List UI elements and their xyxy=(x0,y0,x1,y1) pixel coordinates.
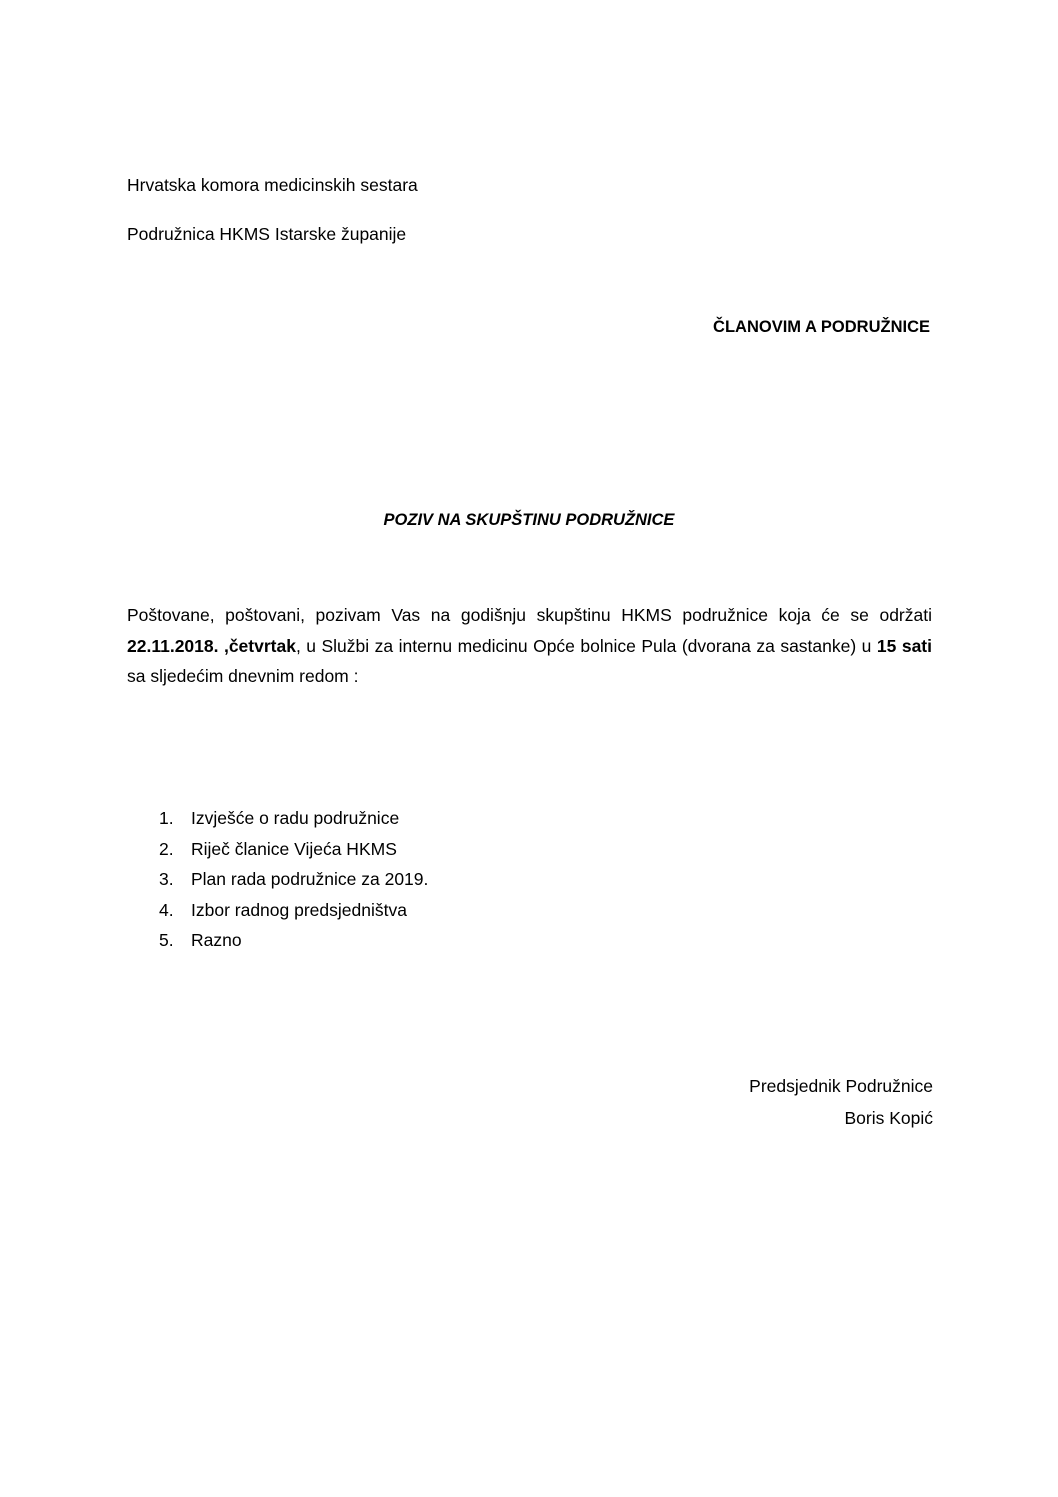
agenda-item-number: 5. xyxy=(159,930,174,950)
meeting-date: 22.11.2018. ,četvrtak xyxy=(127,635,296,656)
agenda-item xyxy=(127,864,428,895)
branch-name: Podružnica HKMS Istarske županije xyxy=(127,224,407,244)
agenda-item-number: 1. xyxy=(159,808,174,828)
signature-title: Predsjednik Podružnice xyxy=(749,1076,933,1096)
agenda-item-number: 3. xyxy=(159,869,174,889)
signature-name: Boris Kopić xyxy=(844,1108,933,1128)
agenda-item-text: Plan rada podružnice za 2019. xyxy=(191,869,429,889)
organization-name: Hrvatska komora medicinskih sestara xyxy=(127,175,418,195)
document-title: POZIV NA SKUPŠTINU PODRUŽNICE xyxy=(383,511,675,529)
agenda-item xyxy=(127,925,428,956)
agenda-item-text: Izbor radnog predsjedništva xyxy=(191,899,407,920)
paragraph-text-2: , u Službi za internu medicinu Opće bolnice Pula (dvorana za sastanke) u xyxy=(295,635,877,656)
agenda-list xyxy=(127,803,428,956)
agenda-item xyxy=(127,803,428,834)
agenda-item-text: Riječ članice Vijeća HKMS xyxy=(191,838,397,859)
agenda-item xyxy=(127,834,428,865)
agenda-item-number: 4. xyxy=(159,899,174,920)
agenda-item-text: Razno xyxy=(191,930,242,950)
invitation-paragraph xyxy=(127,600,932,692)
meeting-time: 15 sati xyxy=(876,635,932,656)
recipient-line: ČLANOVIM A PODRUŽNICE xyxy=(713,318,930,336)
agenda-item xyxy=(127,895,428,926)
paragraph-text-3: sa sljedećim dnevnim redom : xyxy=(127,666,359,686)
paragraph-text-1: Poštovane, poštovani, pozivam Vas na godišnju skupštinu HKMS podružnice koja će se održati xyxy=(127,605,932,625)
agenda-item-text: Izvješće o radu podružnice xyxy=(191,808,400,828)
agenda-item-number: 2. xyxy=(159,838,174,859)
